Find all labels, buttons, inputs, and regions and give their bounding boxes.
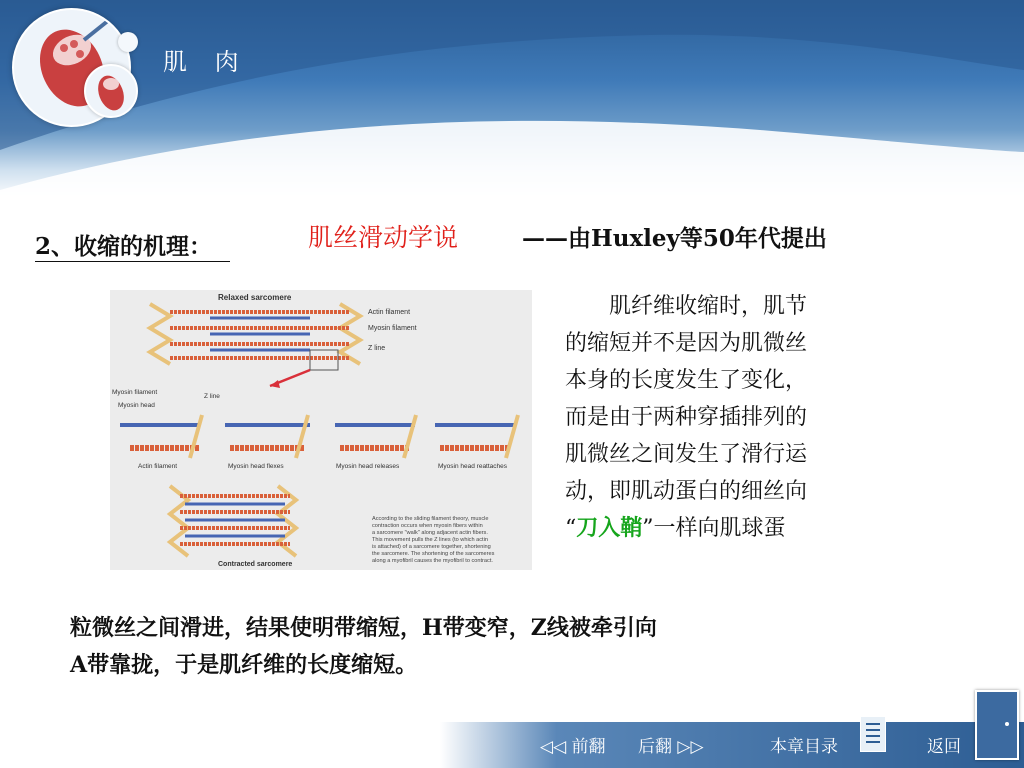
explanation-text-continued <box>70 610 970 684</box>
decor-bubble <box>118 32 138 52</box>
text-line: 肌纤维收缩时，肌节 <box>565 294 808 319</box>
step-2 <box>225 415 310 458</box>
step-1 <box>120 415 202 458</box>
relaxed-sarcomere <box>150 304 360 370</box>
contracted-sarcomere <box>170 486 296 556</box>
text-line: 本身的长度发生了变化， <box>565 368 808 393</box>
label-zline: Z line <box>368 345 386 352</box>
sliding-filament-figure <box>110 290 532 570</box>
step-label-2: Myosin head flexes <box>228 463 284 470</box>
slide-title: 肌 肉 <box>163 48 249 76</box>
back-button[interactable]: 返回 <box>927 737 961 757</box>
theory-name: 肌丝滑动学说 <box>308 223 459 252</box>
contracted-title: Contracted sarcomere <box>218 561 293 568</box>
step-label-4: Myosin head reattaches <box>438 463 508 470</box>
text-line: 肌微丝之间发生了滑行运 <box>565 442 808 467</box>
list-icon[interactable] <box>860 716 886 752</box>
svg-text:along a myofibril causes the m: along a myofibril causes the myofibril to contract. <box>372 558 493 564</box>
section-heading <box>35 218 935 262</box>
label-actin: Actin filament <box>368 309 411 316</box>
exit-door-icon[interactable] <box>975 690 1019 760</box>
muscle-logo-small <box>84 64 138 118</box>
next-button[interactable]: 后翻 ▷▷ <box>638 737 704 757</box>
svg-text:the sarcomere. The shortening: the sarcomere. The shortening of the sarcomeres <box>372 551 495 557</box>
figure-caption <box>372 516 495 564</box>
text-line: 的缩短并不是因为肌微丝 <box>565 331 808 356</box>
header-wave <box>0 0 1024 200</box>
svg-text:According to the sliding filam: According to the sliding filament theory, muscle <box>372 516 489 522</box>
heading-origin: ——由Huxley等50年代提出 <box>522 225 827 252</box>
relaxed-title: Relaxed sarcomere <box>218 293 292 302</box>
svg-text:a sarcomere "walk" along adjac: a sarcomere "walk" along adjacent actin fibers. <box>372 530 488 536</box>
text-line: 动，即肌动蛋白的细丝向 <box>565 479 808 504</box>
header-banner <box>0 0 1024 200</box>
svg-text:is attached) of a sarcomere to: is attached) of a sarcomere together, shortening <box>372 544 491 550</box>
step-label-3: Myosin head releases <box>336 463 400 470</box>
sarcomere-diagram <box>110 290 532 570</box>
text-line: A带靠拢，于是肌纤维的长度缩短。 <box>70 652 418 678</box>
label-myosin-head: Myosin head <box>118 402 155 409</box>
step-4 <box>435 415 518 458</box>
explanation-text <box>565 288 945 547</box>
highlight-term: 刀入鞘 <box>576 515 643 541</box>
heading-number: 2、收缩的机理： <box>35 228 230 262</box>
text-line: 粒微丝之间滑进，结果使明带缩短，H带变窄，Z线被牵引向 <box>70 615 657 641</box>
step-3 <box>335 415 416 458</box>
text-line: 而是由于两种穿插排列的 <box>565 405 808 430</box>
label-zline-2: Z line <box>204 393 220 400</box>
toc-button[interactable]: 本章目录 <box>770 737 838 757</box>
prev-button[interactable]: ◁◁ 前翻 <box>540 737 606 757</box>
navigation-bar <box>440 722 1024 768</box>
label-myosin-filament: Myosin filament <box>112 389 158 396</box>
label-myosin: Myosin filament <box>368 325 417 332</box>
text-line: “刀入鞘”一样向肌球蛋 <box>565 515 786 541</box>
step-label-1: Actin filament <box>138 463 178 470</box>
svg-text:contraction occurs when myosin: contraction occurs when myosin fibers within <box>372 523 483 529</box>
svg-text:This movement pulls the Z line: This movement pulls the Z lines (to which actin <box>372 537 488 543</box>
